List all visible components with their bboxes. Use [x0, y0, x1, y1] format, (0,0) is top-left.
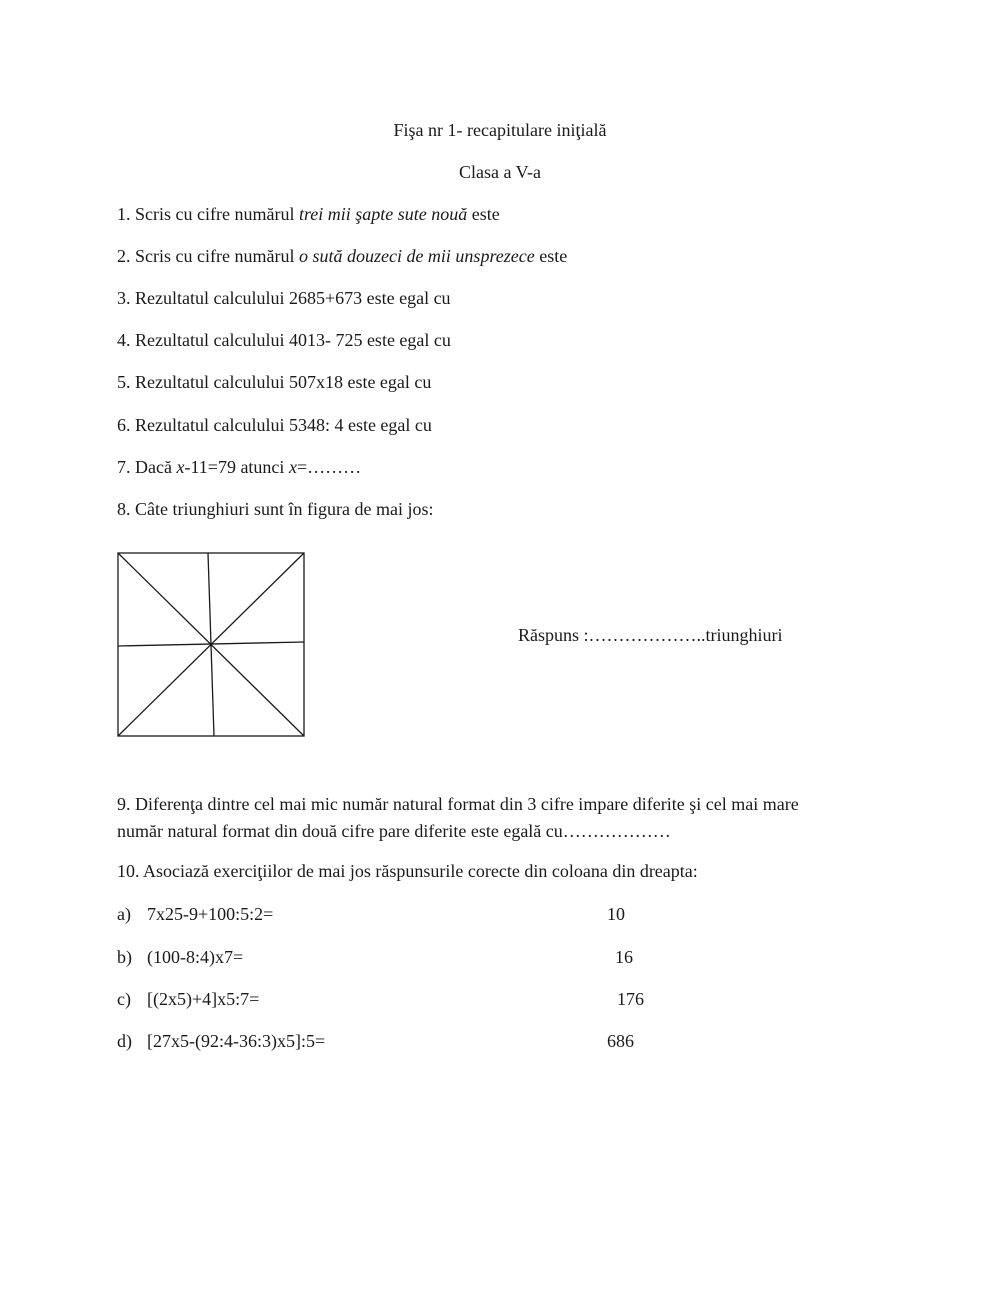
question-9-line-1: 9. Diferenţa dintre cel mai mic număr natural format din 3 cifre impare diferite şi cel mai mare — [117, 794, 799, 814]
matching-letter: b) — [117, 947, 132, 967]
matching-answer: 16 — [615, 947, 633, 967]
matching-answer: 10 — [607, 904, 625, 924]
worksheet-title: Fişa nr 1- recapitulare iniţială — [393, 120, 607, 140]
question-6: 6. Rezultatul calculului 5348: 4 este egal cu — [117, 415, 432, 435]
question-4: 4. Rezultatul calculului 4013- 725 este egal cu — [117, 330, 451, 350]
matching-letter: d) — [117, 1031, 132, 1051]
matching-expression: [27x5-(92:4-36:3)x5]:5= — [147, 1031, 326, 1051]
question-5: 5. Rezultatul calculului 507x18 este egal cu — [117, 372, 432, 392]
question-10: 10. Asociază exerciţiilor de mai jos răspunsurile corecte din coloana din dreapta: — [117, 861, 698, 881]
class-label: Clasa a V-a — [459, 162, 541, 182]
matching-letter: a) — [117, 904, 131, 924]
question-7-variable: x — [176, 457, 185, 477]
question-7-variable-2: x — [288, 457, 297, 477]
question-8-answer: Răspuns :………………..triunghiuri — [518, 625, 783, 645]
question-7-equation: -11=79 atunci — [184, 457, 289, 477]
question-2-number-words: o sută douzeci de mii unsprezece — [298, 246, 535, 266]
question-9-line-2: număr natural format din două cifre pare diferite este egală cu……………… — [117, 821, 671, 841]
matching-expression: [(2x5)+4]x5:7= — [147, 989, 260, 1009]
triangles-figure — [117, 552, 307, 738]
question-1 — [117, 205, 500, 223]
question-1-suffix: este — [467, 204, 500, 224]
matching-expression: (100-8:4)x7= — [147, 947, 244, 967]
question-1-text: 1. Scris cu cifre numărul — [117, 204, 299, 224]
matching-letter: c) — [117, 989, 131, 1009]
matching-answer: 686 — [607, 1031, 634, 1051]
question-2-suffix: este — [534, 246, 568, 266]
question-7-blank: =……… — [296, 457, 362, 477]
question-8: 8. Câte triunghiuri sunt în figura de mai jos: — [117, 499, 434, 519]
question-2-text: 2. Scris cu cifre numărul — [117, 246, 299, 266]
question-7-text: 7. Dacă — [117, 457, 177, 477]
question-1-number-words: trei mii şapte sute nouă — [298, 204, 468, 224]
question-2 — [117, 247, 567, 265]
question-3: 3. Rezultatul calculului 2685+673 este egal cu — [117, 288, 451, 308]
question-7 — [117, 458, 361, 476]
matching-answer: 176 — [617, 989, 644, 1009]
matching-expression: 7x25-9+100:5:2= — [147, 904, 274, 924]
